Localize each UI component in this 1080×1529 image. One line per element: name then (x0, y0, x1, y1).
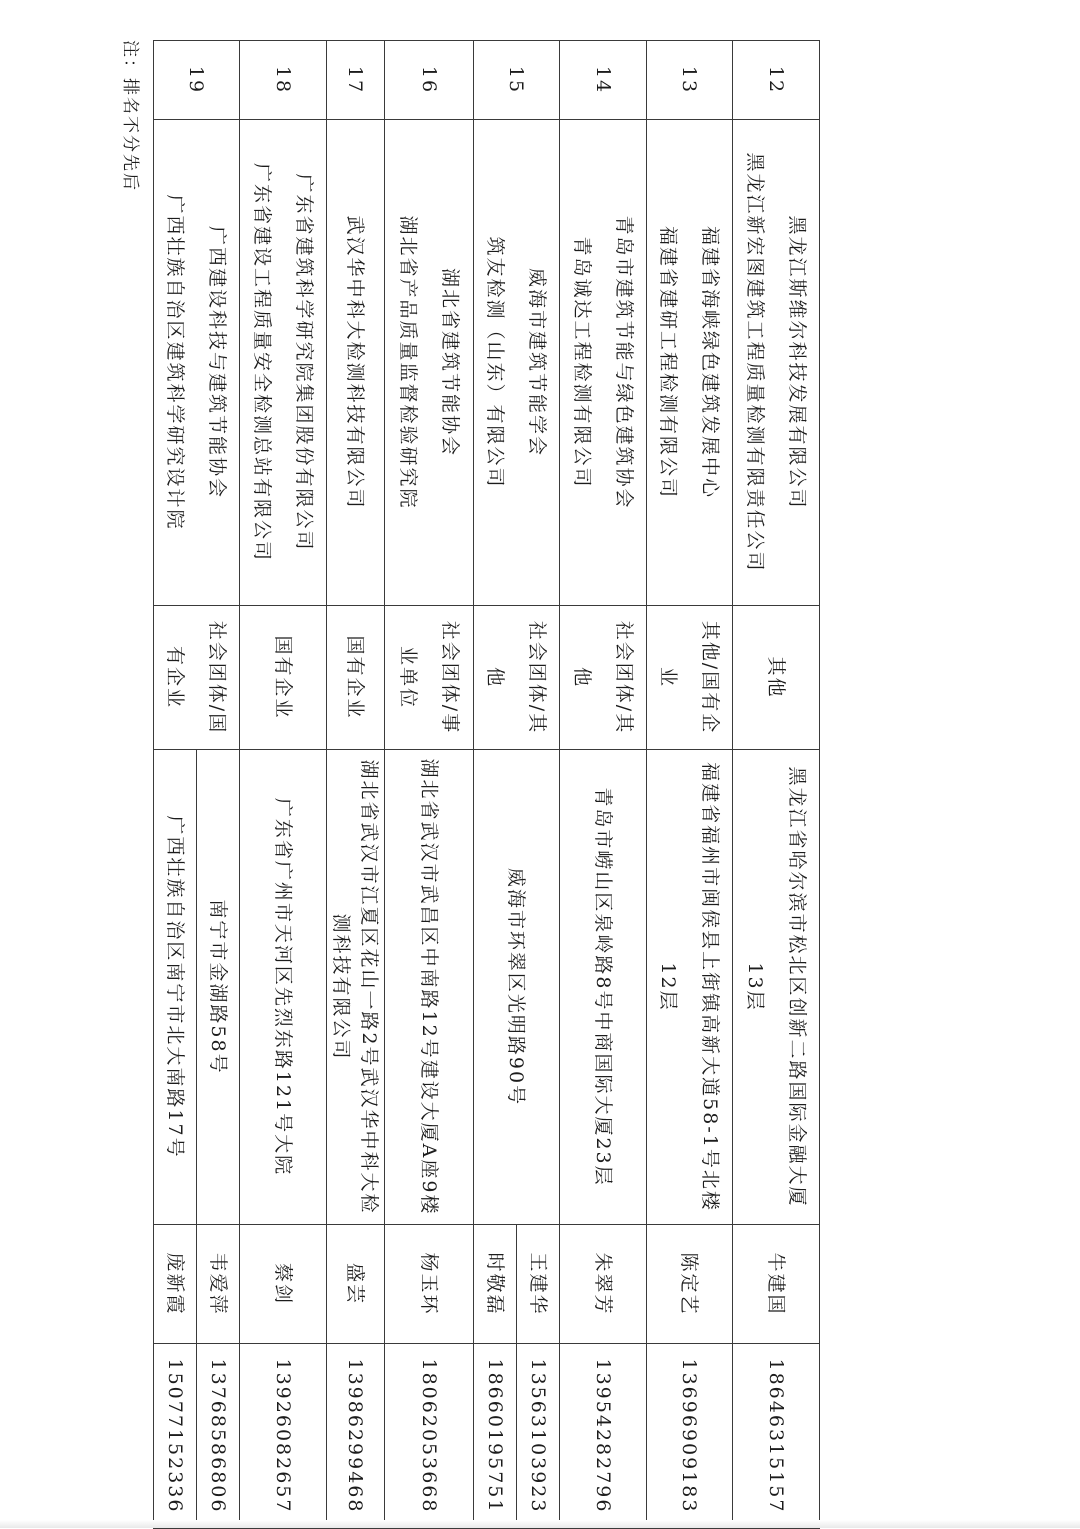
row-number: 14 (560, 41, 647, 120)
organization-name: 青岛市建筑节能与绿色建筑协会 (613, 215, 635, 510)
contact-name: 牛建国 (733, 1225, 820, 1344)
organization-cell (240, 120, 327, 606)
row-number: 19 (154, 41, 240, 120)
organization-cell (733, 120, 820, 606)
contact-name: 庞新霞 (154, 1225, 197, 1344)
contact-phone: 18062053668 (385, 1344, 474, 1529)
contact-name: 杨玉环 (385, 1225, 474, 1344)
organization-name: 福建省建研工程检测有限公司 (657, 225, 680, 499)
organization-type: 国有企业 (240, 606, 327, 750)
organization-name: 筑友检测（山东）有限公司 (484, 236, 507, 489)
rotated-page (120, 40, 820, 1514)
organization-name: 黑龙江新宏图建筑工程质量检测有限责任公司 (744, 152, 766, 573)
organization-name: 广西建设科技与建筑节能协会 (206, 225, 229, 499)
row-number: 12 (733, 41, 820, 120)
table-row (327, 41, 385, 1529)
organization-type: 其他 (733, 606, 820, 750)
organization-type: 社会团体/国有企业 (154, 606, 240, 750)
table-row (385, 41, 474, 1529)
address-cell: 福建省福州市闽侯县上街镇高新大道58-1号北楼12层 (647, 750, 733, 1225)
table-row (240, 41, 327, 1529)
contact-phone: 13954282796 (560, 1344, 647, 1529)
address-cell: 湖北省武汉市江夏区花山一路2号武汉华中科大检测科技有限公司 (327, 750, 385, 1225)
contact-phone: 18660195751 (474, 1344, 517, 1529)
organization-cell (385, 120, 474, 606)
address-cell: 威海市环翠区光明路90号 (474, 750, 560, 1225)
row-number: 15 (474, 41, 560, 120)
contact-phone: 13563103923 (517, 1344, 560, 1529)
organization-name: 威海市建筑节能学会 (526, 267, 549, 457)
organization-name: 广东省建筑科学研究院集团股份有限公司 (293, 173, 315, 552)
contact-table (153, 40, 820, 1529)
organization-cell (474, 120, 560, 606)
organization-cell (327, 120, 385, 606)
contact-name: 韦爱萍 (197, 1225, 240, 1344)
contact-name: 王建华 (517, 1225, 560, 1344)
organization-name: 广西壮族自治区建筑科学研究设计院 (164, 194, 187, 531)
address-cell: 南宁市金湖路58号 (197, 750, 240, 1225)
organization-type: 其他/国有企业 (647, 606, 733, 750)
row-number: 18 (240, 41, 327, 120)
row-number: 17 (327, 41, 385, 120)
scan-shadow (0, 1520, 1080, 1528)
contact-name: 朱翠芳 (560, 1225, 647, 1344)
contact-name: 陈定艺 (647, 1225, 733, 1344)
contact-name: 时敬磊 (474, 1225, 517, 1344)
organization-name: 福建省海峡绿色建筑发展中心 (699, 225, 722, 499)
address-cell: 广西壮族自治区南宁市北大南路17号 (154, 750, 197, 1225)
organization-cell (647, 120, 733, 606)
contact-phone: 13986299468 (327, 1344, 385, 1529)
organization-name: 广东省建设工程质量安全检测总站有限公司 (251, 162, 273, 562)
table-row (197, 41, 240, 1529)
table-row (647, 41, 733, 1529)
contact-phone: 15077152336 (154, 1344, 197, 1529)
contact-name: 蔡剑 (240, 1225, 327, 1344)
row-number: 13 (647, 41, 733, 120)
organization-cell (560, 120, 647, 606)
row-number: 16 (385, 41, 474, 120)
contact-phone: 13926082657 (240, 1344, 327, 1529)
table-row (733, 41, 820, 1529)
contact-phone: 13768586806 (197, 1344, 240, 1529)
contact-phone: 18646315157 (733, 1344, 820, 1529)
organization-name: 青岛诚达工程检测有限公司 (571, 236, 593, 489)
organization-type: 社会团体/事业单位 (385, 606, 474, 750)
organization-type: 国有企业 (327, 606, 385, 750)
address-cell: 黑龙江省哈尔滨市松北区创新二路国际金融大厦13层 (733, 750, 820, 1225)
organization-name: 武汉华中科大检测科技有限公司 (344, 215, 367, 510)
contact-name: 盛芸 (327, 1225, 385, 1344)
address-cell: 广东省广州市天河区先烈东路121号大院 (240, 750, 327, 1225)
contact-phone: 13696909183 (647, 1344, 733, 1529)
organization-name: 黑龙江斯维尔科技发展有限公司 (786, 215, 808, 510)
footnote: 注：排名不分先后 (120, 40, 140, 192)
address-cell: 湖北省武汉市武昌区中南路12号建设大厦A座9楼 (385, 750, 474, 1225)
organization-type: 社会团体/其他 (560, 606, 647, 750)
table-row (517, 41, 560, 1529)
organization-name: 湖北省建筑节能协会 (439, 267, 461, 457)
organization-name: 湖北省产品质量监督检验研究院 (397, 215, 419, 510)
address-cell: 青岛市崂山区泉岭路8号中商国际大厦23层 (560, 750, 647, 1225)
table-row (560, 41, 647, 1529)
organization-type: 社会团体/其他 (474, 606, 560, 750)
organization-cell (154, 120, 240, 606)
